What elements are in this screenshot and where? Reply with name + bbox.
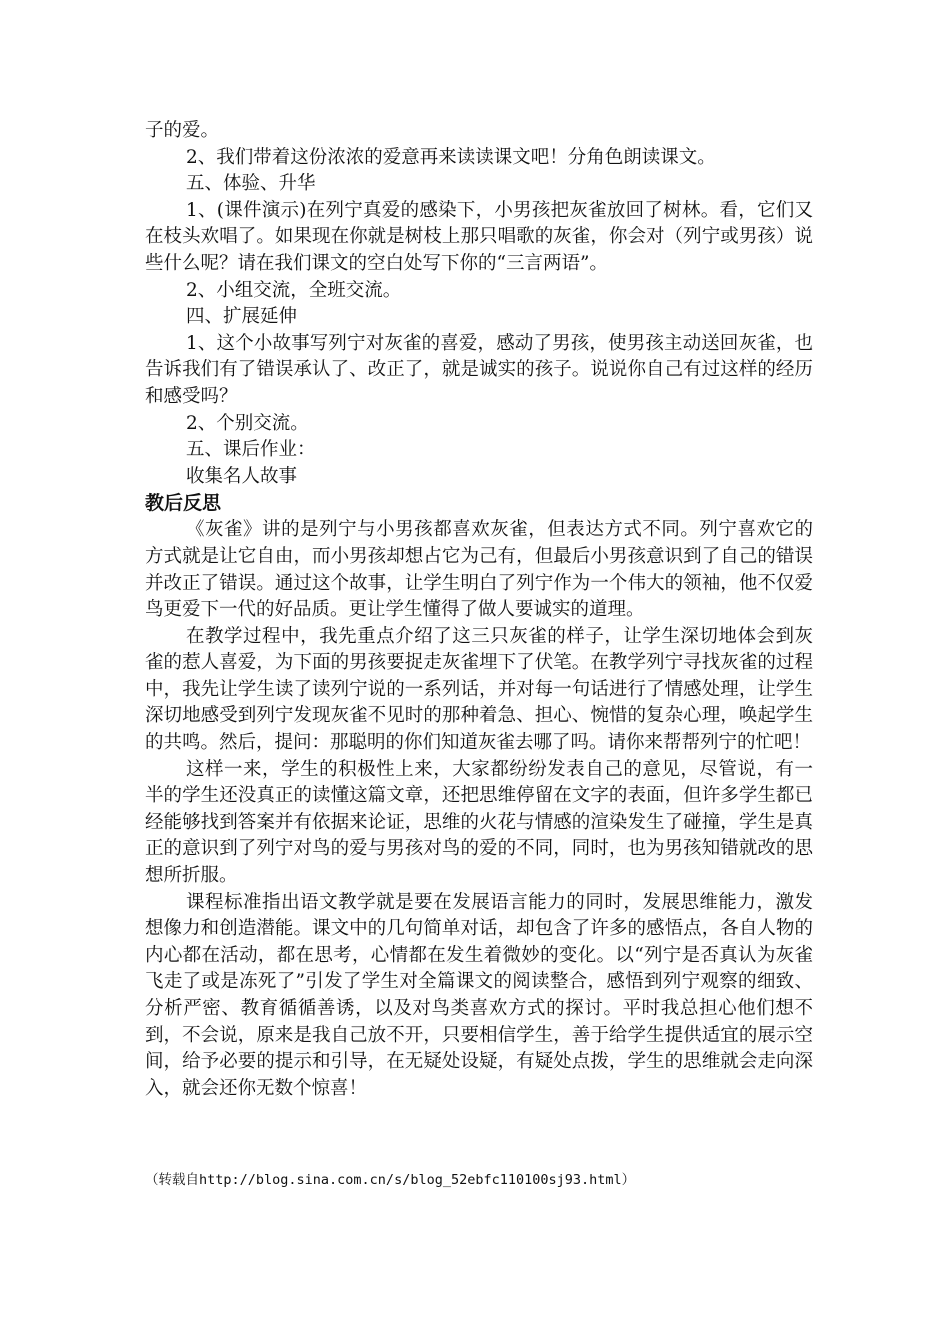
reflection-heading: 教后反思 xyxy=(145,492,222,515)
body-paragraph: 2、个别交流。 xyxy=(186,412,309,434)
reflection-paragraph: 课程标准指出语文教学就是要在发展语言能力的同时，发展思维能力，激发想像力和创造潜能。课文中的几句简单对话，却包含了许多的感悟点，各自人物的内心都在活动，都在思考，心情都在发生着微妙的变化。以“列宁是否真认为灰雀飞走了或是冻死了”引发了学生对全篇课文的阅读整合，感悟到列宁观察的细致、分析严密、教育循循善诱，以及对鸟类喜欢方式的探讨。平时我总担心他们想不到，不会说，原来是我自己放不开，只要相信学生，善于给学生提供适宜的展示空间，给予必要的提示和引导，在无疑处设疑，有疑处点拨，学生的思维就会走向深入，就会还你无数个惊喜！ xyxy=(145,891,813,1099)
body-paragraph: 子的爱。 xyxy=(145,120,220,141)
section-heading: 四、扩展延伸 xyxy=(186,306,298,328)
body-paragraph: 1、(课件演示)在列宁真爱的感染下，小男孩把灰雀放回了树林。看，它们又在枝头欢唱了。如果现在你就是树枝上那只唱歌的灰雀，你会对（列宁或男孩）说些什么呢？请在我们课文的空白处写下你的“三言两语”。 xyxy=(145,199,813,274)
body-paragraph: 收集名人故事 xyxy=(186,465,298,487)
section-heading: 五、课后作业： xyxy=(186,439,316,461)
body-paragraph: 2、小组交流，全班交流。 xyxy=(186,279,402,301)
body-paragraph: 1、这个小故事写列宁对灰雀的喜爱，感动了男孩，使男孩主动送回灰雀，也告诉我们有了错误承认了、改正了，就是诚实的孩子。说说你自己有过这样的经历和感受吗？ xyxy=(145,332,813,407)
reflection-paragraph: 这样一来，学生的积极性上来，大家都纷纷发表自己的意见，尽管说，有一半的学生还没真正的读懂这篇文章，还把思维停留在文字的表面，但许多学生都已经能够找到答案并有依据来论证，思维的火花与情感的渲染发生了碰撞，学生是真正的意识到了列宁对鸟的爱与男孩对鸟的爱的不同，同时，也为男孩知错就改的思想所折服。 xyxy=(145,758,813,887)
source-note: （转载自http://blog.sina.com.cn/s/blog_52ebfc110100sj93.html） xyxy=(145,1172,636,1188)
section-heading: 五、体验、升华 xyxy=(186,173,316,195)
reflection-paragraph: 《灰雀》讲的是列宁与小男孩都喜欢灰雀，但表达方式不同。列宁喜欢它的方式就是让它自由，而小男孩却想占它为己有，但最后小男孩意识到了自己的错误并改正了错误。通过这个故事，让学生明白了列宁作为一个伟大的领袖，他不仅爱鸟更爱下一代的好品质。更让学生懂得了做人要诚实的道理。 xyxy=(145,519,813,621)
body-paragraph: 2、我们带着这份浓浓的爱意再来读读课文吧！分角色朗读课文。 xyxy=(186,146,716,168)
reflection-paragraph: 在教学过程中，我先重点介绍了这三只灰雀的样子，让学生深切地体会到灰雀的惹人喜爱，为下面的男孩要捉走灰雀埋下了伏笔。在教学列宁寻找灰雀的过程中，我先让学生读了读列宁说的一系列话，并对每一句话进行了情感处理，让学生深切地感受到列宁发现灰雀不见时的那种着急、担心、惋惜的复杂心理，唤起学生的共鸣。然后，提问：那聪明的你们知道灰雀去哪了吗。请你来帮帮列宁的忙吧！ xyxy=(145,625,813,754)
document-body xyxy=(145,118,813,1102)
